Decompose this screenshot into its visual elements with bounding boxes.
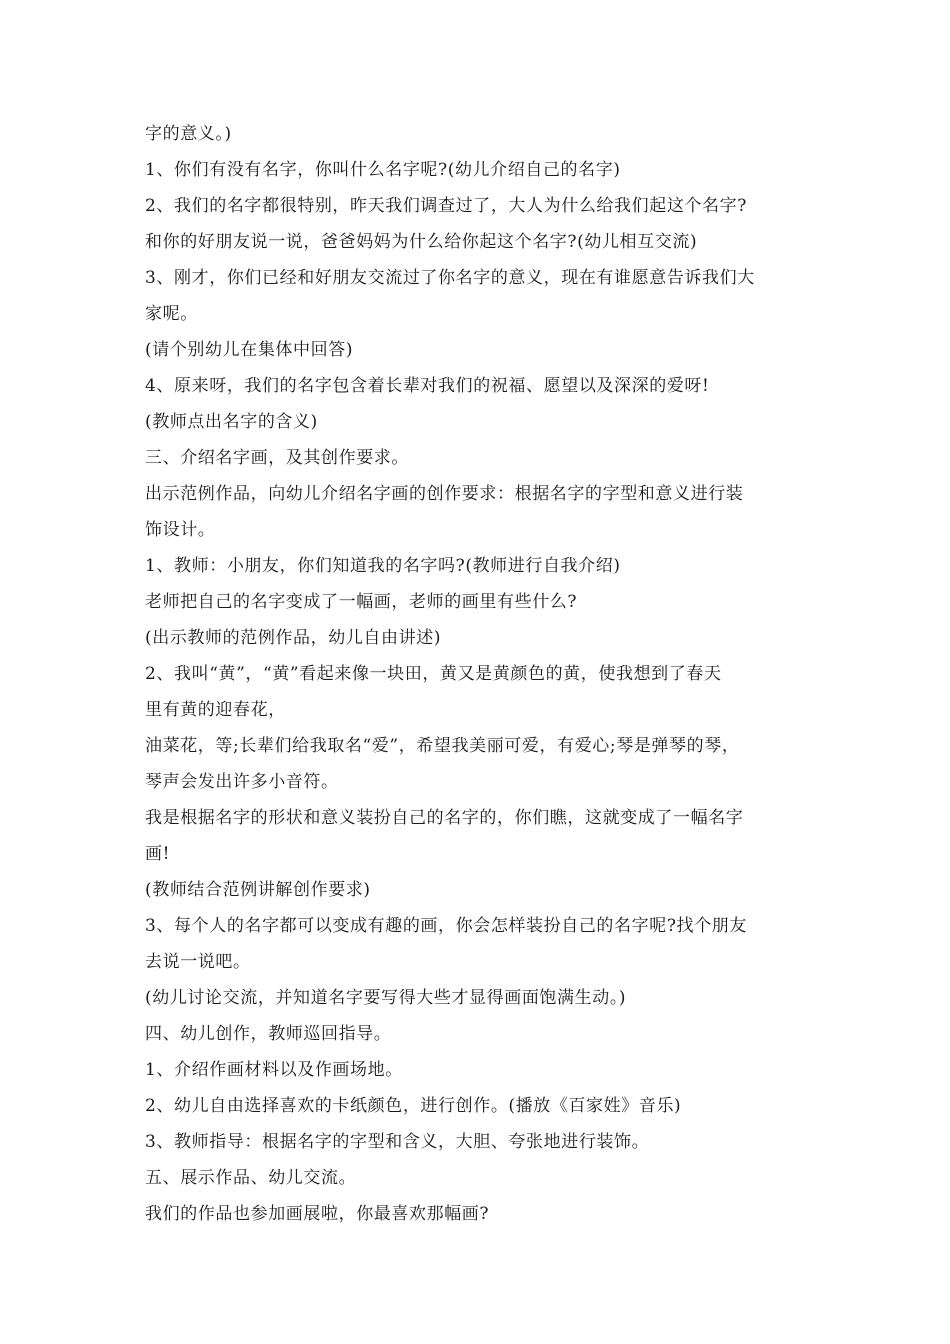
- text-line: 出示范例作品，向幼儿介绍名字画的创作要求：根据名字的字型和意义进行装: [145, 484, 744, 504]
- text-line: 饰设计。: [145, 520, 216, 540]
- text-line: 4、原来呀，我们的名字包含着长辈对我们的祝福、愿望以及深深的爱呀!: [145, 376, 710, 396]
- section-heading: 四、幼儿创作，教师巡回指导。: [145, 1024, 392, 1044]
- text-line: 去说一说吧。: [145, 952, 251, 972]
- text-line: (出示教师的范例作品，幼儿自由讲述): [145, 628, 442, 648]
- text-line: 1、你们有没有名字，你叫什么名字呢?(幼儿介绍自己的名字): [145, 160, 621, 180]
- text-line: 画!: [145, 844, 171, 864]
- text-line: 我是根据名字的形状和意义装扮自己的名字的，你们瞧，这就变成了一幅名字: [145, 808, 744, 828]
- text-line: 2、我叫“黄”，“黄”看起来像一块田，黄又是黄颜色的黄，使我想到了春天: [145, 664, 722, 684]
- text-line: (教师结合范例讲解创作要求): [145, 880, 371, 900]
- text-line: 字的意义。): [145, 124, 232, 144]
- text-line: 老师把自己的名字变成了一幅画，老师的画里有些什么?: [145, 592, 578, 612]
- text-line: 3、刚才，你们已经和好朋友交流过了你名字的意义，现在有谁愿意告诉我们大: [145, 268, 755, 288]
- text-line: 2、我们的名字都很特别，昨天我们调查过了，大人为什么给我们起这个名字?: [145, 196, 747, 216]
- section-heading: 三、介绍名字画，及其创作要求。: [145, 448, 409, 468]
- section-heading: 五、展示作品、幼儿交流。: [145, 1168, 357, 1188]
- text-line: 3、教师指导：根据名字的字型和含义，大胆、夸张地进行装饰。: [145, 1132, 650, 1152]
- text-line: 1、教师：小朋友，你们知道我的名字吗?(教师进行自我介绍): [145, 556, 621, 576]
- text-line: (幼儿讨论交流，并知道名字要写得大些才显得画面饱满生动。): [145, 988, 627, 1008]
- text-line: (请个别幼儿在集体中回答): [145, 340, 354, 360]
- text-line: 琴声会发出许多小音符。: [145, 772, 339, 792]
- text-line: 我们的作品也参加画展啦，你最喜欢那幅画?: [145, 1204, 490, 1224]
- text-line: 里有黄的迎春花，: [145, 700, 286, 720]
- text-line: 家呢。: [145, 304, 198, 324]
- text-line: 1、介绍作画材料以及作画场地。: [145, 1060, 403, 1080]
- text-line: 3、每个人的名字都可以变成有趣的画，你会怎样装扮自己的名字呢?找个朋友: [145, 916, 747, 936]
- text-line: 油菜花，等;长辈们给我取名“爱”，希望我美丽可爱，有爱心;琴是弹琴的琴，: [145, 736, 740, 756]
- text-line: 2、幼儿自由选择喜欢的卡纸颜色，进行创作。(播放《百家姓》音乐): [145, 1096, 682, 1116]
- text-line: (教师点出名字的含义): [145, 412, 318, 432]
- text-line: 和你的好朋友说一说，爸爸妈妈为什么给你起这个名字?(幼儿相互交流): [145, 232, 698, 252]
- document-body: [145, 116, 815, 1232]
